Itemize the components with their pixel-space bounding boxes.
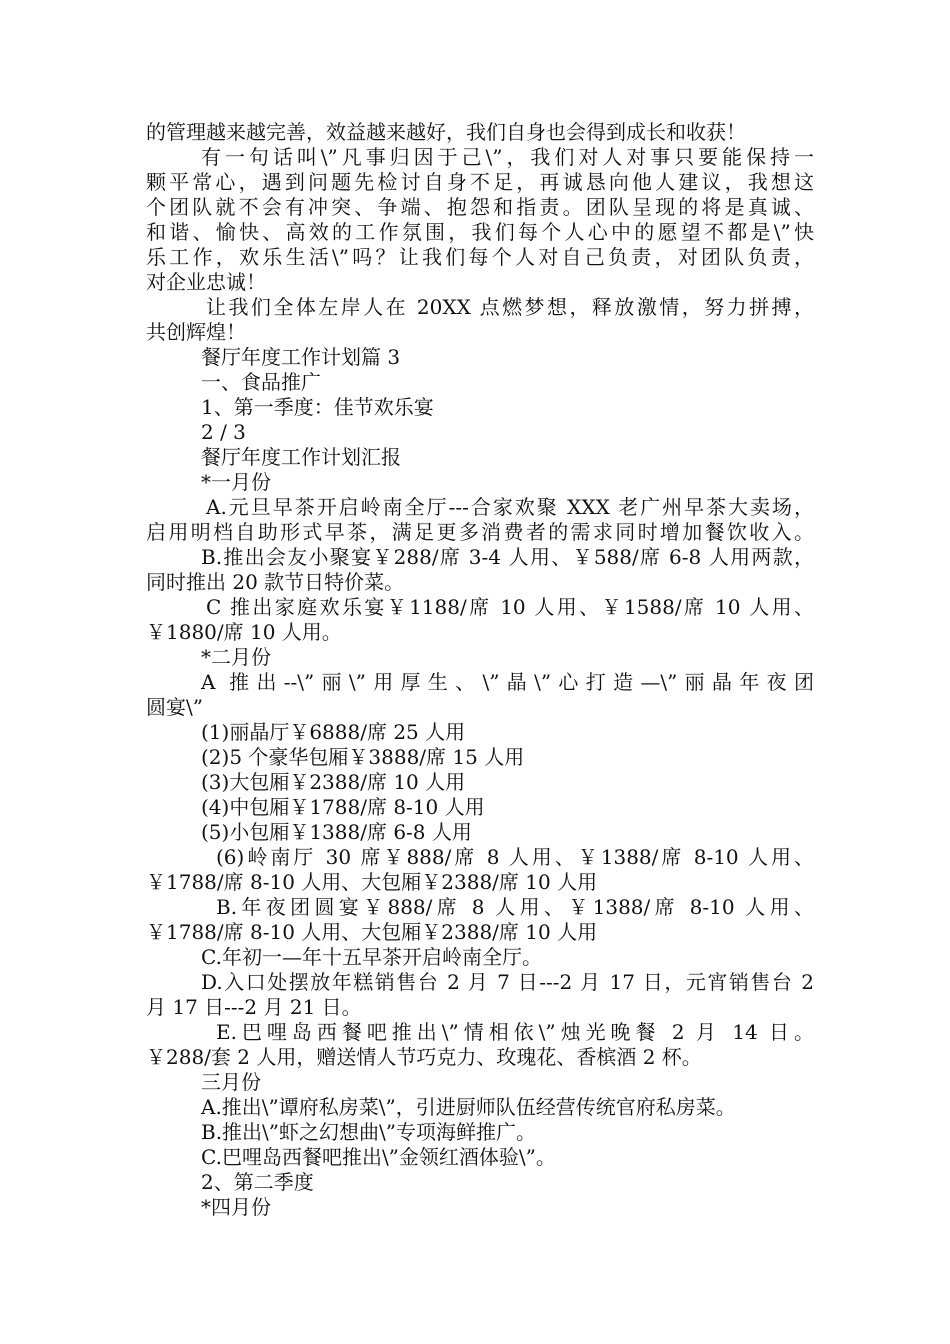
text-line: A.推出\”谭府私房菜\”，引进厨师队伍经营传统官府私房菜。 <box>201 1095 736 1119</box>
text-line: 同时推出 20 款节日特价菜。 <box>146 570 405 594</box>
text-line: 和谐、愉快、高效的工作氛围，我们每个人心中的愿望不都是\”快 <box>146 220 814 244</box>
list-item: (2)5 个豪华包厢￥3888/席 15 人用 <box>201 745 525 769</box>
text-line: C.巴哩岛西餐吧推出\”金领红酒体验\”。 <box>201 1145 556 1169</box>
text-line: 个团队就不会有冲突、争端、抱怨和指责。团队呈现的将是真诚、 <box>146 195 814 219</box>
list-item: (6)岭南厅 30 席￥888/席 8 人用、￥1388/席 8-10 人用、 <box>216 845 814 869</box>
text-line: A 推出--\”丽\”用厚生、\”晶\”心打造—\”丽晶年夜团 <box>201 670 814 694</box>
text-line: C.年初一—年十五早茶开启岭南全厅。 <box>201 945 542 969</box>
list-item: (5)小包厢￥1388/席 6-8 人用 <box>201 820 472 844</box>
text-line: 乐工作，欢乐生活\”吗？让我们每个人对自己负责，对团队负责， <box>146 245 814 269</box>
section-heading: 一、食品推广 <box>201 370 321 394</box>
text-line: ￥1788/席 8-10 人用、大包厢￥2388/席 10 人用 <box>146 920 598 944</box>
text-line: ￥1880/席 10 人用。 <box>146 620 342 644</box>
text-line: B.推出会友小聚宴￥288/席 3-4 人用、￥588/席 6-8 人用两款， <box>201 545 814 569</box>
text-line: C 推出家庭欢乐宴￥1188/席 10 人用、￥1588/席 10 人用、 <box>206 595 814 619</box>
list-item: (4)中包厢￥1788/席 8-10 人用 <box>201 795 485 819</box>
text-line: B.年夜团圆宴￥888/席 8 人用、￥1388/席 8-10 人用、 <box>216 895 814 919</box>
list-item: (1)丽晶厅￥6888/席 25 人用 <box>201 720 466 744</box>
text-line: A.元旦早茶开启岭南全厅---合家欢聚 XXX 老广州早茶大卖场， <box>206 495 814 519</box>
text-line: E.巴哩岛西餐吧推出\”情相依\”烛光晚餐 2 月 14 日。 <box>216 1020 814 1044</box>
text-line: 有一句话叫\”凡事归因于己\”，我们对人对事只要能保持一 <box>201 145 814 169</box>
month-heading: *二月份 <box>201 645 271 669</box>
document-body <box>146 120 814 1220</box>
month-heading: *一月份 <box>201 470 271 494</box>
list-item: (3)大包厢￥2388/席 10 人用 <box>201 770 466 794</box>
text-line: 月 17 日---2 月 21 日。 <box>146 995 362 1019</box>
text-line: D.入口处摆放年糕销售台 2 月 7 日---2 月 17 日，元宵销售台 2 <box>201 970 814 994</box>
text-line: 的管理越来越完善，效益越来越好，我们自身也会得到成长和收获！ <box>146 120 746 144</box>
text-line: 对企业忠诚！ <box>146 270 266 294</box>
text-line: ￥1788/席 8-10 人用、大包厢￥2388/席 10 人用 <box>146 870 598 894</box>
page-number: 2 / 3 <box>201 420 246 444</box>
text-line: 圆宴\” <box>146 695 203 719</box>
month-heading: 三月份 <box>201 1070 261 1094</box>
section-heading: 1、第一季度：佳节欢乐宴 <box>201 395 434 419</box>
text-line: 让我们全体左岸人在 20XX 点燃梦想，释放激情，努力拼搏， <box>206 295 814 319</box>
document-title: 餐厅年度工作计划汇报 <box>201 445 401 469</box>
text-line: 共创辉煌！ <box>146 320 246 344</box>
section-heading: 餐厅年度工作计划篇 3 <box>201 345 401 369</box>
text-line: 颗平常心，遇到问题先检讨自身不足，再诚恳向他人建议，我想这 <box>146 170 814 194</box>
month-heading: *四月份 <box>201 1195 271 1219</box>
text-line: ￥288/套 2 人用，赠送情人节巧克力、玫瑰花、香槟酒 2 杯。 <box>146 1045 702 1069</box>
text-line: 启用明档自助形式早茶，满足更多消费者的需求同时增加餐饮收入。 <box>146 520 814 544</box>
section-heading: 2、第二季度 <box>201 1170 314 1194</box>
text-line: B.推出\”虾之幻想曲\”专项海鲜推广。 <box>201 1120 536 1144</box>
